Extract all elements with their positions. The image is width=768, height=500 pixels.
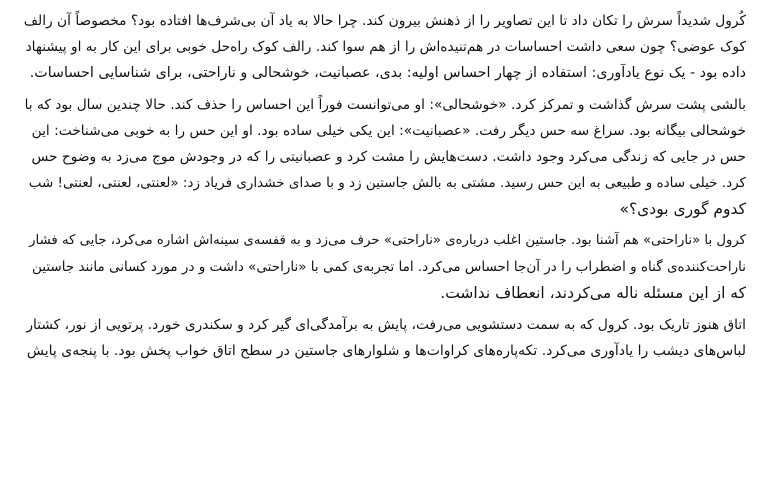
- text-line: کدوم گوری بودی؟»: [619, 200, 746, 218]
- paragraph: [24, 312, 746, 364]
- text-line: کُرول شدیداً سرش را تکان داد تا این تصاویر را از ذهنش بیرون کند. چرا حالا به یاد آن بی‌شرف‌ها افتاده بود؟ مخصوصاً آن رالف: [24, 13, 746, 29]
- text-line: کرد. خیلی ساده و طبیعی به این حس رسید. مشتی به بالش جاستین زد و با صدای خشداری فریاد زد: «لعنتی، لعنتی، لعنتی! شب: [28, 175, 746, 191]
- text-line: کرول با «ناراحتی» هم آشنا بود. جاستین اغلب درباره‌ی «ناراحتی» حرف می‌زد و به قفسه‌ی سینه‌اش اشاره می‌کرد، جایی که فشار: [29, 233, 746, 248]
- text-line: اتاق هنوز تاریک بود. کرول که به سمت دستشویی می‌رفت، پایش به برآمدگی‌ای گیر کرد و سکندری خورد. پرتویی از نور، کشتار: [26, 317, 746, 333]
- text-line: ناراحت‌کننده‌ی گناه و اضطراب را در آن‌جا احساس می‌کرد. اما تجربه‌ی کمی با «ناراحتی» داشت و در مورد کسانی مانند جاستین: [31, 259, 746, 275]
- paragraph: [24, 8, 746, 86]
- text-line: که از این مسئله ناله می‌کردند، انعطاف نداشت.: [440, 284, 746, 302]
- text-line: بالشی پشت سرش گذاشت و تمرکز کرد. «خوشحالی»: او می‌توانست فوراً این احساس را حذف کند. حالا چندین سال بود که با: [24, 97, 746, 113]
- text-line: داده بود - یک نوع یادآوری: استفاده از چهار احساس اولیه: بدی، عصبانیت، خوشحالی و ناراحتی، برای شناسایی احساسات.: [29, 65, 746, 81]
- text-line: حس در جایی که زندگی می‌کرد وجود داشت. دست‌هایش را مشت کرد و عصبانیتی را که در وجودش موج می‌زد به وضوح حس: [31, 149, 746, 165]
- text-line: کوک عوضی؟ چون سعی داشت احساسات در هم‌تنیده‌اش را از هم سوا کند. رالف کوک راه‌حل خوبی برای این کار به او پیشنهاد: [25, 39, 746, 55]
- paragraph: [24, 92, 746, 222]
- text-line: خوشحالی بیگانه بود. سراغ سه حس دیگر رفت. «عصبانیت»: این یکی خیلی ساده بود. او این حس را به خوبی می‌شناخت: این: [31, 123, 746, 139]
- paragraph: [24, 228, 746, 306]
- text-line: لباس‌های دیشب را یادآوری می‌کرد. تکه‌پاره‌های کراوات‌ها و شلوارهای جاستین در سطح اتاق خواب پخش بود. با پنجه‌ی پایش: [26, 343, 746, 359]
